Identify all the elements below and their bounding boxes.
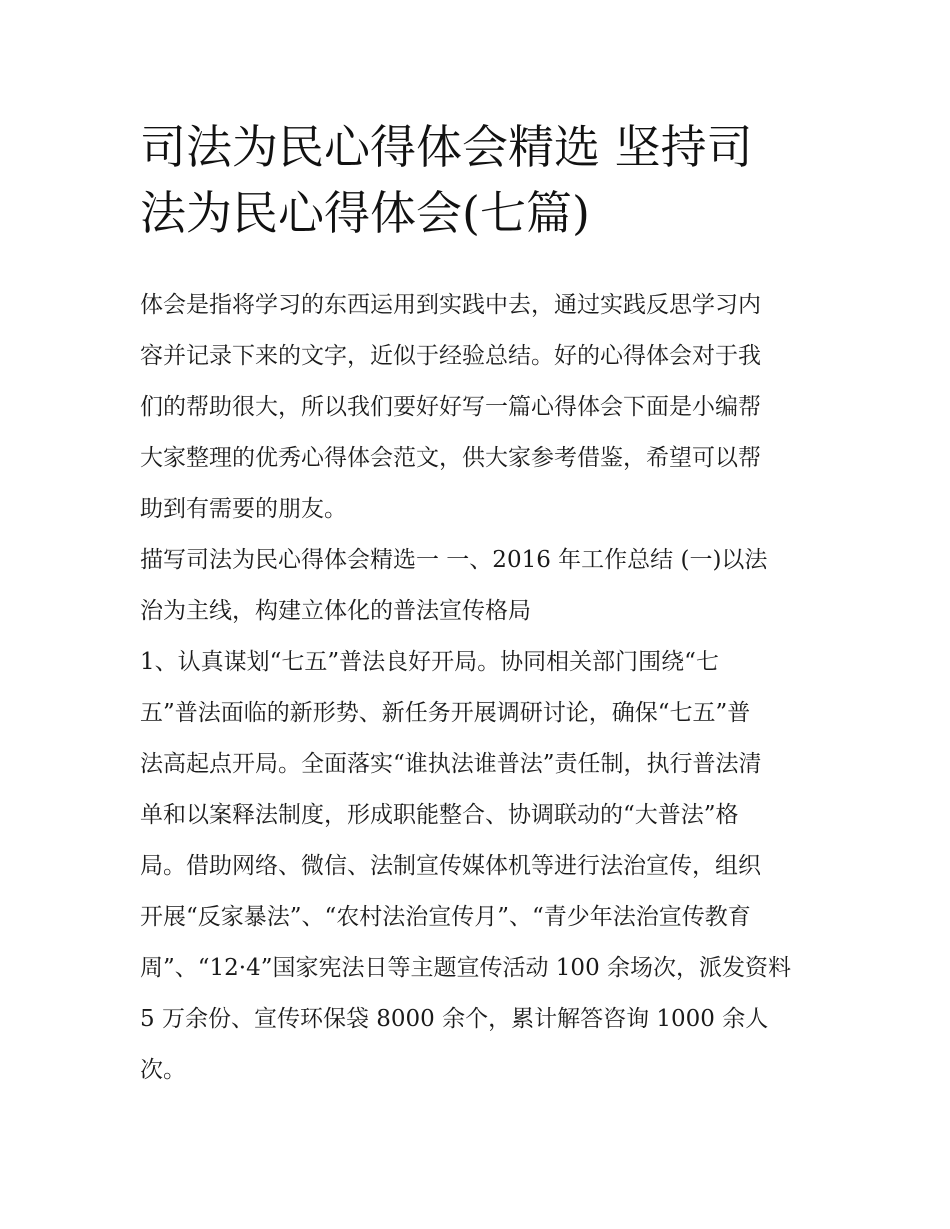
text-line: 次。 <box>140 1057 186 1083</box>
text-line: 体会是指将学习的东西运用到实践中去，通过实践反思学习内 <box>140 292 761 318</box>
intro-paragraph <box>140 280 820 535</box>
text-line: 局。借助网络、微信、法制宣传媒体机等进行法治宣传，组织 <box>140 853 761 879</box>
text-line: 大家整理的优秀心得体会范文，供大家参考借鉴，希望可以帮 <box>140 445 761 471</box>
text-line: 周”、“12·4”国家宪法日等主题宣传活动 100 余场次，派发资料 <box>140 955 792 981</box>
text-line: 五”普法面临的新形势、新任务开展调研讨论，确保“七五”普 <box>140 700 751 726</box>
text-line: 治为主线，构建立体化的普法宣传格局 <box>140 598 531 624</box>
text-line: 5 万余份、宣传环保袋 8000 余个，累计解答咨询 1000 余人 <box>140 1006 769 1032</box>
document-title <box>140 114 820 246</box>
title-line: 法为民心得体会(七篇) <box>140 186 590 240</box>
item-paragraph <box>140 637 820 1096</box>
text-line: 法高起点开局。全面落实“谁执法谁普法”责任制，执行普法清 <box>140 751 762 777</box>
text-line: 容并记录下来的文字，近似于经验总结。好的心得体会对于我 <box>140 343 761 369</box>
text-line: 1、认真谋划“七五”普法良好开局。协同相关部门围绕“七 <box>140 649 719 675</box>
text-line: 描写司法为民心得体会精选一 一、2016 年工作总结 (一)以法 <box>140 547 768 573</box>
document-body <box>140 280 820 1096</box>
text-line: 单和以案释法制度，形成职能整合、协调联动的“大普法”格 <box>140 802 739 828</box>
title-line: 司法为民心得体会精选 坚持司 <box>140 120 753 174</box>
section-heading-paragraph <box>140 535 820 637</box>
text-line: 们的帮助很大，所以我们要好好写一篇心得体会下面是小编帮 <box>140 394 761 420</box>
text-line: 开展“反家暴法”、“农村法治宣传月”、“青少年法治宣传教育 <box>140 904 751 930</box>
text-line: 助到有需要的朋友。 <box>140 496 347 522</box>
